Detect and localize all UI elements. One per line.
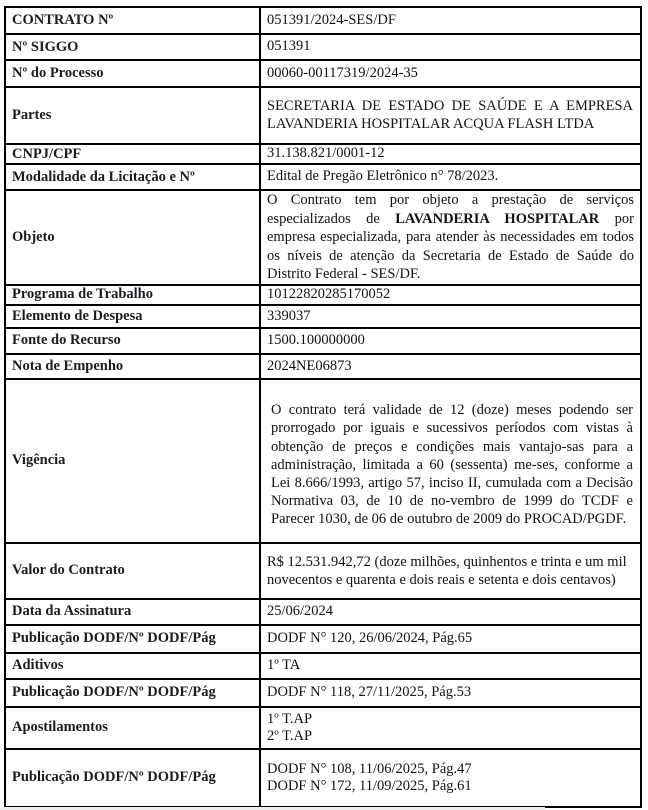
table-row-publicacao-2 [5,679,641,707]
row-label: Partes [5,87,260,144]
row-value: 051391 [260,34,641,60]
row-value: Edital de Pregão Eletrônico n° 78/2023. [260,164,641,190]
table-row-vigencia [5,379,641,543]
row-value [260,87,641,144]
objeto-highlight: LAVANDERIA HOSPITALAR [395,210,600,227]
apostilamento-item: 1º T.AP [267,710,313,727]
table-row-partes [5,87,641,144]
table-row-modalidade [5,164,641,190]
row-value: 31.138.821/0001-12 [260,144,641,164]
row-label: Publicação DODF/Nº DODF/Pág [5,625,260,653]
row-label: Apostilamentos [5,707,260,749]
apostilamento-item: 2º T.AP [267,727,313,744]
row-label: Nota de Empenho [5,354,260,379]
row-label: Data da Assinatura [5,599,260,625]
row-label: Publicação DODF/Nº DODF/Pág [5,679,260,707]
row-value: 00060-00117319/2024-35 [260,60,641,87]
row-label: Objeto [5,190,260,285]
contract-summary-table [4,6,642,808]
row-value: 1500.100000000 [260,328,641,354]
table-row-processo [5,60,641,87]
row-label: Nº do Processo [5,60,260,87]
publicacao-item: DODF N° 108, 11/06/2025, Pág.47 [267,760,472,777]
row-label: Programa de Trabalho [5,285,260,305]
table-row-publicacao-1 [5,625,641,653]
row-label: Publicação DODF/Nº DODF/Pág [5,749,260,807]
table-row-objeto [5,190,641,285]
table-row-contrato [5,7,641,34]
row-value: 25/06/2024 [260,599,641,625]
row-label: Elemento de Despesa [5,305,260,328]
table-row-programa [5,285,641,305]
row-label: CONTRATO Nº [5,7,260,34]
row-value: 051391/2024-SES/DF [260,7,641,34]
row-label: Valor do Contrato [5,543,260,599]
row-label: Modalidade da Licitação e Nº [5,164,260,190]
table-row-empenho [5,354,641,379]
row-value: DODF N° 120, 26/06/2024, Pág.65 [260,625,641,653]
table-row-elemento [5,305,641,328]
table-row-siggo [5,34,641,60]
publicacao-item: DODF N° 172, 11/09/2025, Pág.61 [267,777,472,794]
row-label: CNPJ/CPF [5,144,260,164]
row-value: 1º TA [260,653,641,679]
row-value: DODF N° 118, 27/11/2025, Pág.53 [260,679,641,707]
table-row-fonte [5,328,641,354]
row-value [260,749,641,807]
row-label: Vigência [5,379,260,543]
row-value: 2024NE06873 [260,354,641,379]
objeto-text [267,191,634,284]
objeto-text-before: O Contrato tem por objeto a prestação de serviços especializados de [267,192,634,227]
row-value: R$ 12.531.942,72 (doze milhões, quinhentos e trinta e um mil novecentos e quarenta e dois reais e setenta e dois centavos) [260,543,641,599]
table-row-apostilamentos [5,707,641,749]
row-label: Fonte do Recurso [5,328,260,354]
table-row-cnpj [5,144,641,164]
row-value: 10122820285170052 [260,285,641,305]
table-row-publicacao-3 [5,749,641,807]
row-value [260,190,641,285]
row-value [260,707,641,749]
row-value [260,379,641,543]
table-row-assinatura [5,599,641,625]
table-row-aditivos [5,653,641,679]
table-row-valor [5,543,641,599]
row-value: 339037 [260,305,641,328]
partes-text: SECRETARIA DE ESTADO DE SAÚDE E A EMPRESA LAVANDERIA HOSPITALAR ACQUA FLASH LTDA [267,98,633,132]
vigencia-text: O contrato terá validade de 12 (doze) meses podendo ser prorrogado por iguais e sucessivos períodos com vistas à obtenção de preços e condições mais vantajo-sas para a administração, limitada a 60 (sessenta) me-ses, conforme a Lei 8.666/1993, artigo 57, inciso II, cumulada com a Decisão Normativa 03, de 10 de no-vembro de 1999 do TCDF e Parecer 1030, de 06 de outubro de 2009 do PROCAD/PGDF. [271,402,633,528]
row-label: Nº SIGGO [5,34,260,60]
objeto-text-after: por empresa especializada, para atender às necessidades em todos os níveis de atenção da Secretaria de Estado de Saúde do Distrito Federal - SES/DF. [267,210,634,283]
row-label: Aditivos [5,653,260,679]
